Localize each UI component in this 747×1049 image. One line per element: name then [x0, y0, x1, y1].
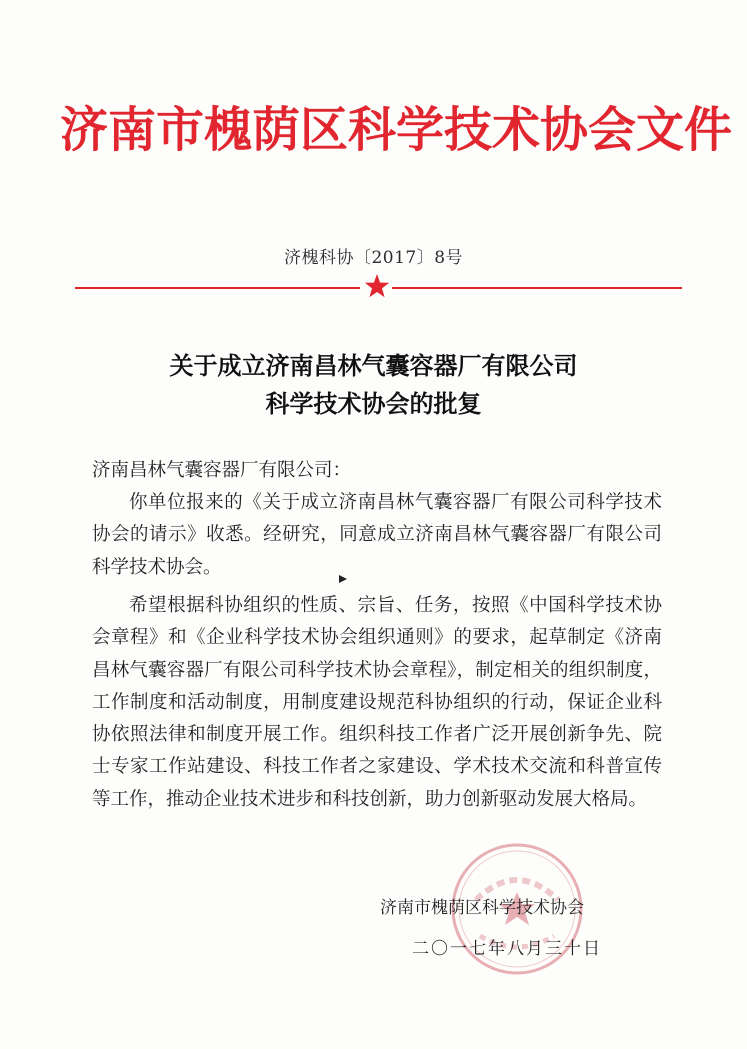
document-number: 济槐科协〔2017〕8号 [283, 248, 464, 268]
signature-organization: 济南市槐荫区科学技术协会 [380, 898, 584, 918]
cursor-mark-icon [338, 574, 348, 584]
star-icon [364, 273, 390, 299]
signature-date: 二〇一七年八月三十日 [412, 939, 602, 959]
salutation: 济南昌林气囊容器厂有限公司： [92, 460, 352, 481]
red-divider-left [75, 287, 360, 289]
document-subject [0, 347, 747, 423]
subject-line-1: 关于成立济南昌林气囊容器厂有限公司 [169, 352, 578, 380]
body-paragraph-2: 希望根据科协组织的性质、宗旨、任务，按照《中国科学技术协会章程》和《企业科学技术协会组织通则》的要求，起草制定《济南昌林气囊容器厂有限公司科学技术协会章程》，制定相关的组织制度，工作制度和活动制度，用制度建设规范科协组织的行动，保证企业科协依照法律和制度开展工作。组织科技工作者广泛开展创新争先、院士专家工作站建设、科技工作者之家建设、学术技术交流和科普宣传等工作，推动企业技术进步和科技创新，助力创新驱动发展大格局。 [92, 595, 662, 810]
body-paragraph-1: 你单位报来的《关于成立济南昌林气囊容器厂有限公司科学技术协会的请示》收悉。经研究，同意成立济南昌林气囊容器厂有限公司科学技术协会。 [92, 492, 662, 578]
subject-line-2: 科学技术协会的批复 [265, 390, 482, 418]
red-divider-right [392, 287, 682, 289]
document-header-title: 济南市槐荫区科学技术协会文件 [60, 102, 733, 158]
